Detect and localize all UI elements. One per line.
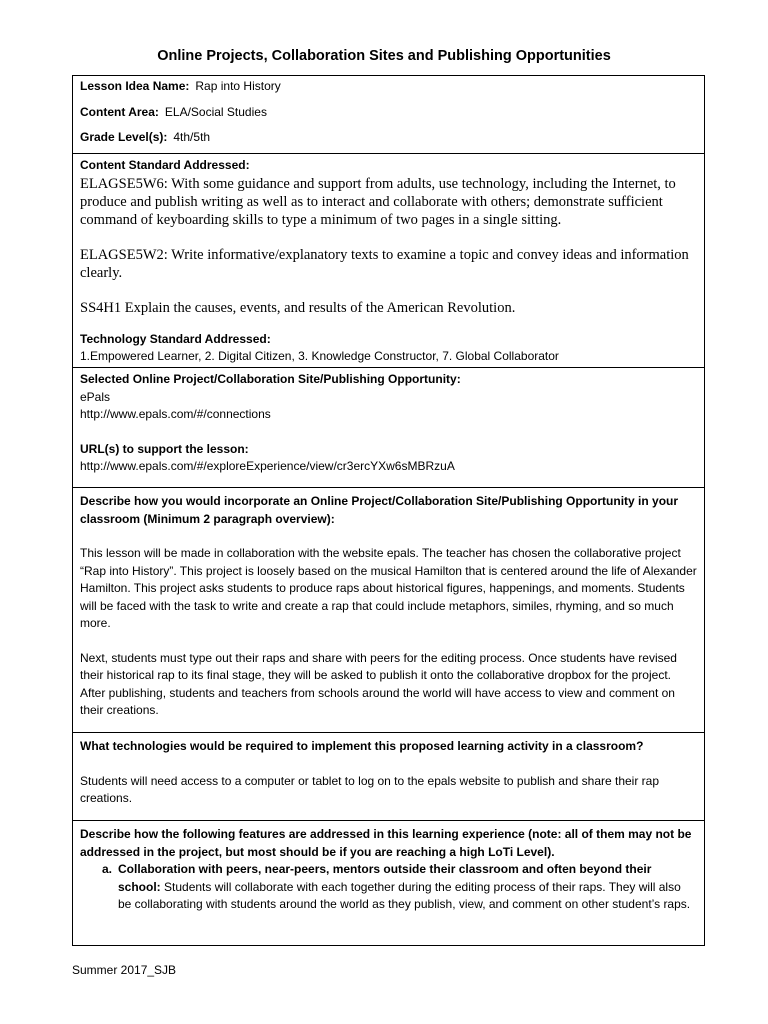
content-area-label: Content Area: [80, 104, 159, 119]
footer-text: Summer 2017_SJB [72, 963, 177, 977]
content-area-line [80, 104, 697, 122]
lesson-name-label: Lesson Idea Name: [80, 79, 190, 93]
content-standard-1: ELAGSE5W6: With some guidance and support from adults, use technology, including the Internet, to produce and publish writing as well as to interact and collaborate with others; demonstrate sufficient command of keyboarding skills to type a minimum of two pages in a single sitting. [80, 175, 676, 228]
technologies-heading: What technologies would be required to implement this proposed learning activity in a classroom? [80, 739, 644, 753]
lesson-info-row [73, 76, 704, 153]
describe-heading: Describe how you would incorporate an Online Project/Collaboration Site/Publishing Opportunity in your classroom (Minimum 2 paragraph overview): [80, 494, 679, 526]
features-item-a [80, 861, 697, 914]
features-item-marker: a. [102, 862, 113, 876]
features-item-label: Collaboration with peers, near-peers, mentors outside their classroom and often beyond their school: [118, 862, 652, 894]
support-url[interactable]: http://www.epals.com/#/exploreExperience/view/cr3ercYXw6sMBRzuA [80, 459, 455, 473]
features-row [73, 820, 704, 945]
lesson-name-value: Rap into History [195, 79, 281, 93]
document-title: Online Projects, Collaboration Sites and Publishing Opportunities [157, 48, 611, 64]
grade-level-value: 4th/5th [173, 130, 211, 144]
selected-site-heading: Selected Online Project/Collaboration Site/Publishing Opportunity: [80, 372, 461, 386]
describe-paragraph-2: Next, students must type out their raps and share with peers for the editing process. Once students have revised their historical rap to its final stage, they will be asked to publish it onto the collaborative dropbox for the project. After publishing, students and teachers from schools around the world will have access to view and comment on their creations. [80, 650, 677, 717]
grade-level-label: Grade Level(s): [80, 130, 168, 144]
lesson-name-line [80, 78, 697, 96]
lesson-table [72, 75, 705, 946]
standards-row [73, 153, 704, 367]
technologies-answer: Students will need access to a computer or tablet to log on to the epals website to publish and share their rap creations. [80, 773, 660, 805]
describe-row [73, 487, 704, 732]
content-standard-2: ELAGSE5W2: Write informative/explanatory texts to examine a topic and convey ideas and information clearly. [80, 246, 689, 281]
support-url-heading: URL(s) to support the lesson: [80, 441, 249, 456]
content-standard-3: SS4H1 Explain the causes, events, and results of the American Revolution. [80, 299, 516, 316]
selected-site-url[interactable]: http://www.epals.com/#/connections [80, 407, 271, 421]
technology-standard-value: 1.Empowered Learner, 2. Digital Citizen, 3. Knowledge Constructor, 7. Global Collaborator [80, 349, 559, 363]
selected-site-name: ePals [80, 389, 111, 404]
technologies-row [73, 732, 704, 820]
content-standard-heading: Content Standard Addressed: [80, 158, 250, 172]
features-item-text: Students will collaborate with each together during the editing process of their raps. They will also be collaborating with students around the world as they publish, view, and comment on other student’s raps. [118, 879, 691, 911]
features-heading: Describe how the following features are addressed in this learning experience (note: all of them may not be addressed in the project, but most should be if you are reaching a high LoTi Level). [80, 827, 692, 859]
technology-standard-heading: Technology Standard Addressed: [80, 331, 271, 346]
content-area-value: ELA/Social Studies [164, 104, 267, 119]
selected-site-row [73, 367, 704, 487]
describe-paragraph-1: This lesson will be made in collaboration with the website epals. The teacher has chosen the collaborative project “Rap into History”. This project is loosely based on the musical Hamilton that is centered around the life of Alexander Hamilton. This project asks students to produce raps about historical figures, happenings, and moments. Students will be faced with the task to write and create a rap that could include metaphors, similes, rhyming, and so much more. [80, 546, 697, 630]
grade-level-line [80, 129, 697, 147]
